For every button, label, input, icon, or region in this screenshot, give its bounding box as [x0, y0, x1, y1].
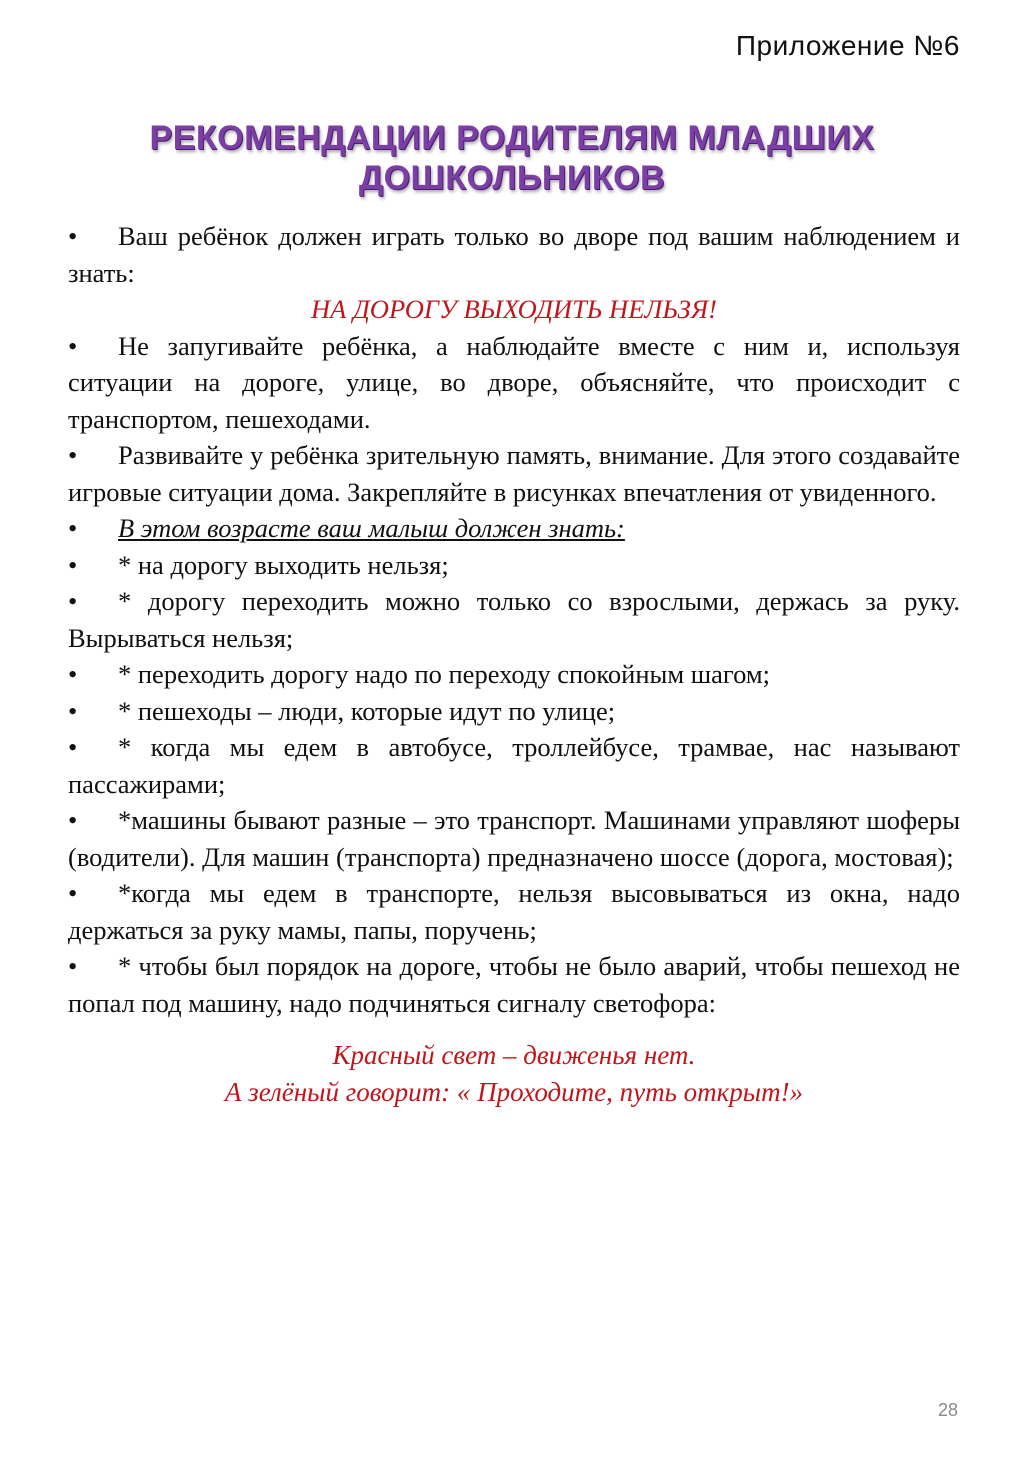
- list-item-text-underlined: В этом возрасте ваш малыш должен знать:: [118, 513, 625, 543]
- bullet-icon: •: [68, 805, 78, 835]
- list-item-text: Не запугивайте ребёнка, а наблюдайте вместе с ним и, используя ситуации на дороге, улице, во дворе, объясняйте, что происходит с транспортом, пешеходами.: [68, 330, 960, 434]
- bullet-icon: •: [68, 221, 78, 251]
- list-item-text: Ваш ребёнок должен играть только во дворе под вашим наблюдением и знать:: [68, 221, 960, 288]
- list-item-text: * чтобы был порядок на дороге, чтобы не было аварий, чтобы пешеход не попал под машину, надо подчиняться сигналу светофора:: [68, 951, 960, 1018]
- list-item: [68, 437, 960, 510]
- page-title-line-1: РЕКОМЕНДАЦИИ РОДИТЕЛЯМ МЛАДШИХ: [149, 119, 875, 157]
- bullet-icon: •: [68, 549, 78, 580]
- traffic-light-poem: [68, 1037, 960, 1111]
- list-item-text: *когда мы едем в транспорте, нельзя высовываться из окна, надо держаться за руку мамы, папы, поручень;: [68, 878, 960, 945]
- list-item-text: *машины бывают разные – это транспорт. Машинами управляют шоферы (водители). Для машин (транспорта) предназначено шоссе (дорога, мостовая);: [68, 805, 960, 872]
- list-item: [68, 948, 960, 1021]
- page-number: 28: [937, 1400, 958, 1420]
- list-item: [68, 547, 960, 584]
- list-item-text: * переходить дорогу надо по переходу спокойным шагом;: [118, 659, 770, 689]
- poem-line-2: А зелёный говорит: « Проходите, путь открыт!»: [224, 1077, 804, 1107]
- list-item: [68, 656, 960, 693]
- bullet-icon: •: [68, 951, 78, 981]
- bullet-icon: •: [68, 330, 78, 361]
- list-item-text: Развивайте у ребёнка зрительную память, внимание. Для этого создавайте игровые ситуации дома. Закрепляйте в рисунках впечатления от увиденного.: [68, 440, 960, 507]
- bullet-icon: •: [68, 878, 78, 908]
- poem-line-1: Красный свет – движенья нет.: [332, 1040, 696, 1070]
- list-item: [68, 583, 960, 656]
- appendix-label: Приложение №6: [735, 30, 960, 61]
- list-item: [68, 802, 960, 875]
- list-item: [68, 510, 960, 547]
- list-item: [68, 693, 960, 730]
- list-item: [68, 328, 960, 438]
- page-title-line-2: ДОШКОЛЬНИКОВ: [358, 159, 666, 197]
- list-item: [68, 875, 960, 948]
- list-item-text: * на дорогу выходить нельзя;: [118, 549, 449, 580]
- bullet-icon: •: [68, 659, 78, 689]
- list-item: [68, 218, 960, 291]
- list-item-text: * когда мы едем в автобусе, троллейбусе, трамвае, нас называют пассажирами;: [68, 732, 960, 799]
- warning-text: НА ДОРОГУ ВЫХОДИТЬ НЕЛЬЗЯ!: [311, 294, 717, 324]
- page-title: [0, 118, 1024, 198]
- bullet-icon: •: [68, 732, 78, 762]
- bullet-icon: •: [68, 695, 78, 726]
- bullet-icon: •: [68, 513, 78, 543]
- list-item: [68, 729, 960, 802]
- bullet-icon: •: [68, 586, 78, 616]
- list-item-text: * пешеходы – люди, которые идут по улице;: [118, 695, 616, 726]
- recommendations-list: [68, 218, 960, 1111]
- list-item-text: * дорогу переходить можно только со взрослыми, держась за руку. Вырываться нельзя;: [68, 586, 960, 653]
- bullet-icon: •: [68, 440, 78, 470]
